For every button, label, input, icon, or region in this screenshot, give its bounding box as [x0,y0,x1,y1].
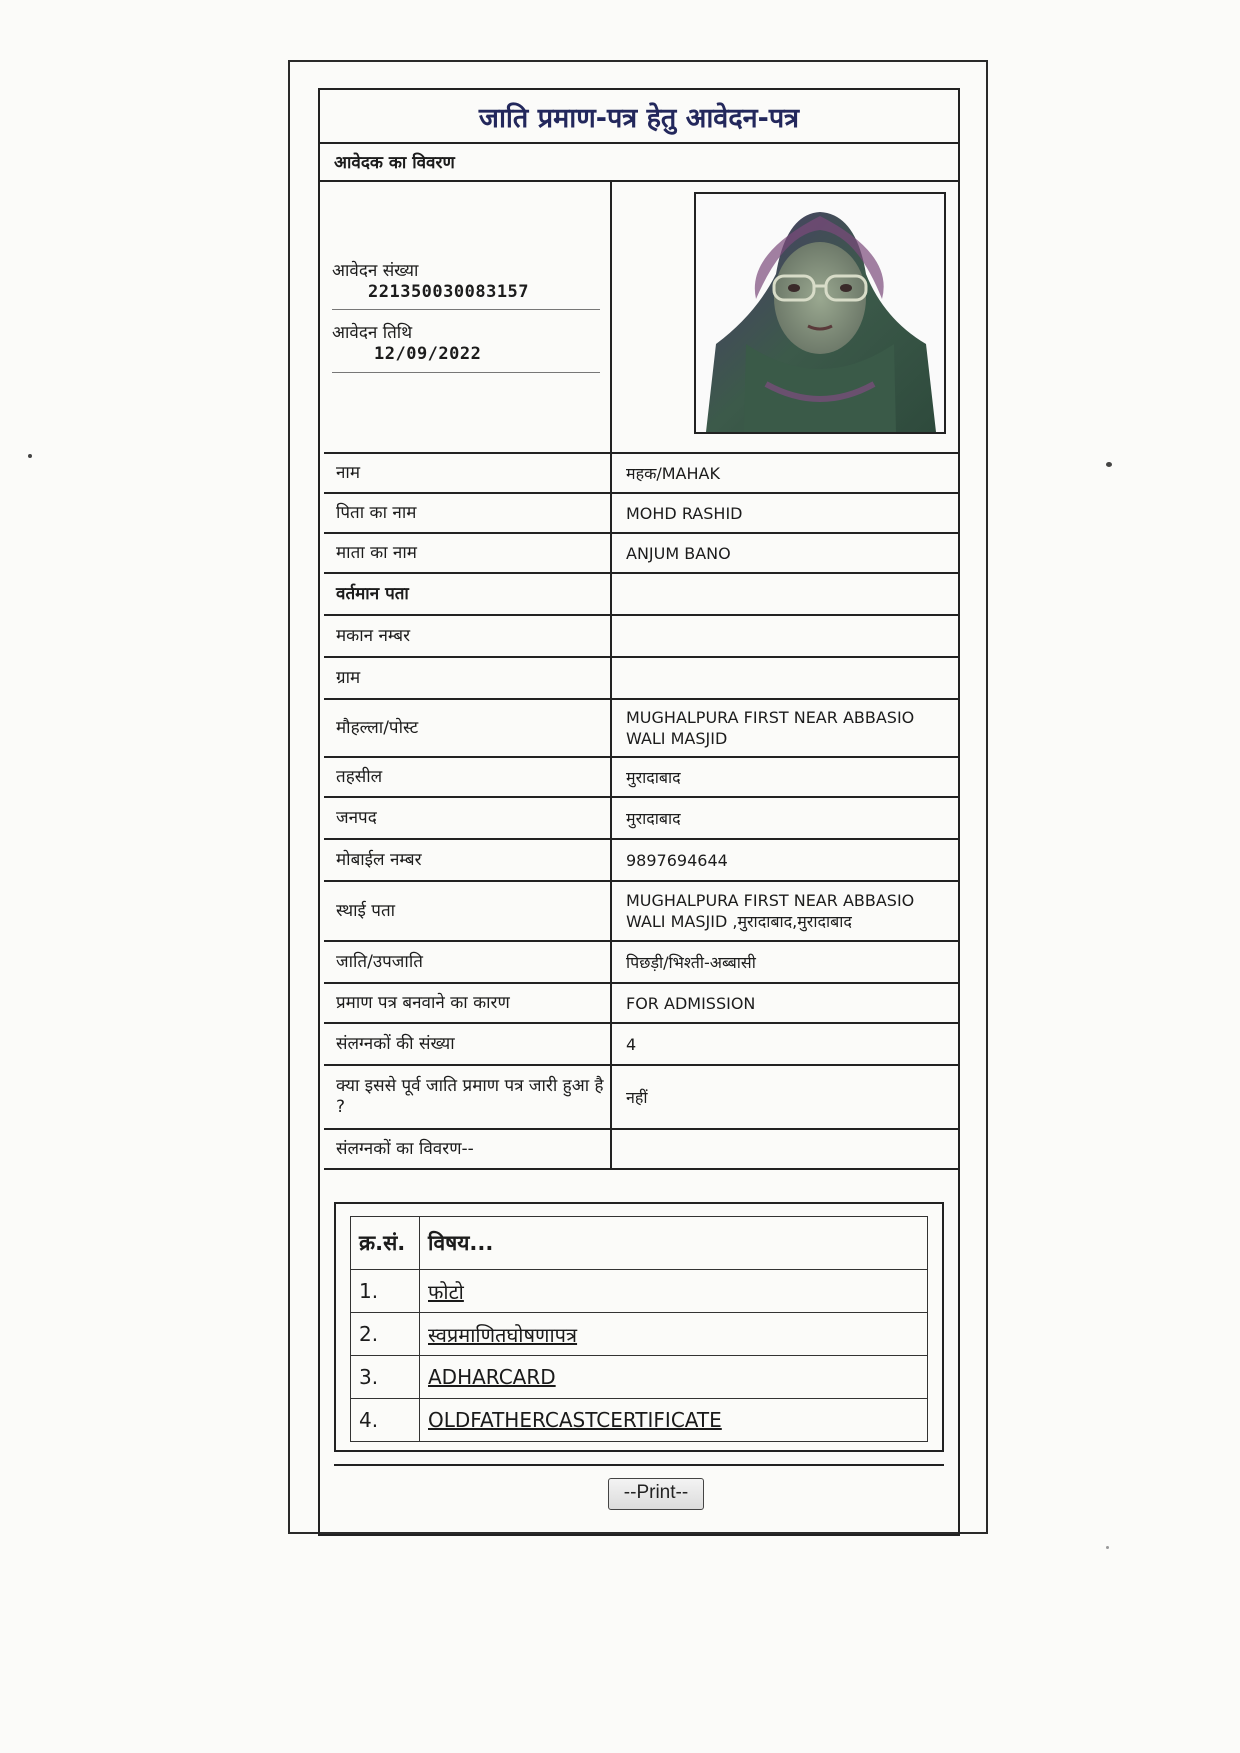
detail-row-locality [324,698,958,756]
form-title: जाति प्रमाण-पत्र हेतु आवेदन-पत्र [320,90,958,144]
detail-value: मुरादाबाद [626,808,681,828]
application-number-label: आवेदन संख्या [332,261,419,281]
detail-row-tehsil [324,756,958,796]
detail-value: FOR ADMISSION [626,993,756,1013]
attachment-subject-cell [420,1270,928,1313]
detail-row-village [324,656,958,698]
attachments-header-row [351,1217,928,1270]
print-bar [334,1464,944,1532]
detail-row-attachment-count [324,1022,958,1064]
subject-header: विषय... [420,1217,928,1270]
divider [332,372,600,373]
detail-label: प्रमाण पत्र बनवाने का कारण [324,984,612,1022]
attachment-row [351,1356,928,1399]
application-form [318,88,960,1536]
scan-speck [1106,462,1112,467]
detail-label: ग्राम [324,658,612,698]
detail-value [612,1130,958,1168]
attachment-serial: 2. [351,1313,420,1356]
application-date-label: आवेदन तिथि [332,323,413,343]
serial-header: क्र.सं. [351,1217,420,1270]
attachments-table [350,1216,928,1442]
detail-row-permanent-address [324,880,958,940]
detail-value: MUGHALPURA FIRST NEAR ABBASIO WALI MASJID ,मुरादाबाद,मुरादाबाद [626,891,915,931]
detail-label: माता का नाम [324,534,612,572]
attachments-box [334,1202,944,1452]
detail-label: वर्तमान पता [324,574,612,614]
application-info [320,182,612,452]
detail-label: स्थाई पता [324,882,612,940]
detail-label: नाम [324,454,612,492]
detail-label: संलग्नकों का विवरण-- [324,1130,612,1168]
detail-label: पिता का नाम [324,494,612,532]
detail-value: MUGHALPURA FIRST NEAR ABBASIO WALI MASJID [626,708,915,748]
detail-value: मुरादाबाद [626,767,681,787]
detail-row-mobile [324,838,958,880]
detail-label: मकान नम्बर [324,616,612,656]
detail-value [612,658,958,698]
attachment-subject-cell [420,1399,928,1442]
applicant-photo-icon [694,192,946,434]
detail-row-district [324,796,958,838]
attachment-link-photo[interactable]: फोटो [428,1279,464,1304]
application-number-value: 221350030083157 [368,282,530,302]
detail-label: संलग्नकों की संख्या [324,1024,612,1064]
divider [332,309,600,310]
attachment-serial: 1. [351,1270,420,1313]
detail-value [612,574,958,614]
attachment-link-self-declaration[interactable]: स्वप्रमाणितघोषणापत्र [428,1322,578,1347]
attachment-subject-cell [420,1356,928,1399]
detail-label: तहसील [324,758,612,796]
detail-label: क्या इससे पूर्व जाति प्रमाण पत्र जारी हुआ है ? [324,1066,612,1128]
detail-value: महक/MAHAK [626,463,720,483]
application-date-value: 12/09/2022 [374,344,482,364]
photo-cell [612,182,958,452]
attachment-row [351,1313,928,1356]
scan-speck [28,454,32,458]
detail-value: 4 [626,1034,637,1054]
detail-value [612,616,958,656]
attachment-row [351,1270,928,1313]
scan-speck [1106,1546,1109,1549]
detail-label: मोबाईल नम्बर [324,840,612,880]
detail-value: ANJUM BANO [626,543,731,563]
detail-value: नहीं [626,1087,648,1107]
detail-row-caste [324,940,958,982]
detail-row-name [324,452,958,492]
detail-row-mother-name [324,532,958,572]
detail-row-current-address [324,572,958,614]
attachment-link-aadhaar[interactable]: ADHARCARD [428,1365,556,1389]
attachment-link-father-caste-certificate[interactable]: OLDFATHERCASTCERTIFICATE [428,1408,722,1432]
detail-label: जनपद [324,798,612,838]
detail-row-attachment-details [324,1128,958,1170]
attachment-subject-cell [420,1313,928,1356]
detail-label: जाति/उपजाति [324,942,612,982]
detail-value: MOHD RASHID [626,503,743,523]
detail-value: पिछड़ी/भिश्ती-अब्बासी [626,952,756,972]
detail-row-father-name [324,492,958,532]
attachment-row [351,1399,928,1442]
detail-row-previous-certificate [324,1064,958,1128]
attachment-serial: 3. [351,1356,420,1399]
detail-row-reason [324,982,958,1022]
print-button[interactable]: --Print-- [608,1478,704,1510]
detail-row-house-number [324,614,958,656]
detail-label: मौहल्ला/पोस्ट [324,700,612,756]
attachment-serial: 4. [351,1399,420,1442]
section-heading: आवेदक का विवरण [320,142,958,182]
detail-value: 9897694644 [626,850,728,870]
